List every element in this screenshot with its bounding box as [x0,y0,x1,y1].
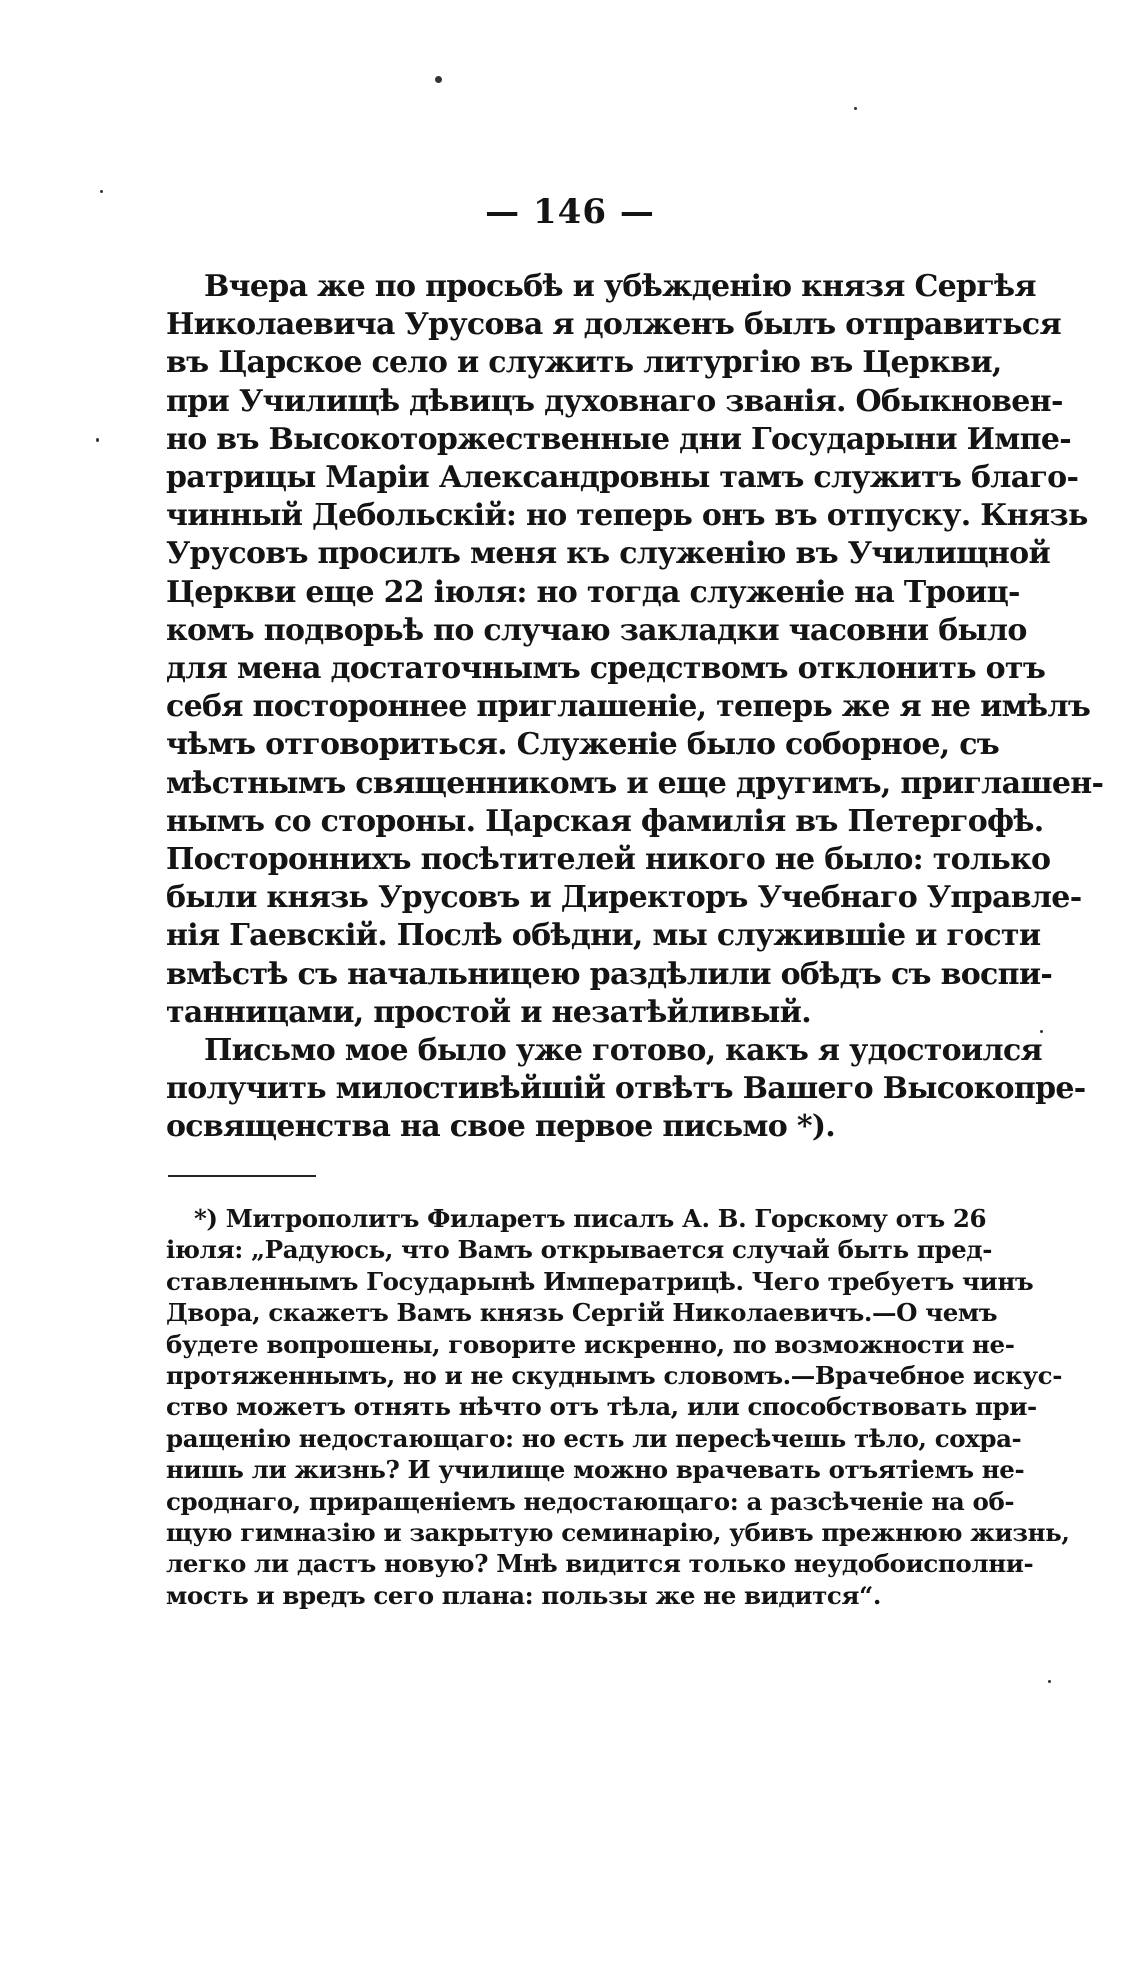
footnote-line: щую гимназію и закрытую семинарію, убивъ прежнюю жизнь, [166,1518,1070,1548]
body-line: Письмо мое было уже готово, какъ я удостоился [204,1033,1043,1069]
body-line: себя постороннее приглашеніе, теперь же я не имѣлъ [166,689,1091,725]
body-line: Урусовъ просилъ меня къ служенію въ Училищной [166,536,1051,572]
body-line: танницами, простой и незатѣйливый. [166,994,811,1030]
body-line: чинный Дебольскій: но теперь онъ въ отпуску. Князь [166,498,1088,534]
footnote-line: ставленнымъ Государынѣ Императрицѣ. Чего требуетъ чинъ [166,1266,1034,1296]
body-line: Николаевича Урусова я долженъ былъ отправиться [166,307,1061,343]
footnote-line: Двора, скажетъ Вамъ князь Сергій Николаевичъ.—О чемъ [166,1298,998,1328]
footnote-divider [168,1175,316,1177]
footnote-line: легко ли дастъ новую? Мнѣ видится только неудобоисполни- [166,1549,1034,1579]
body-line: Церкви еще 22 іюля: но тогда служеніе на Троиц- [166,574,1020,610]
footnote-line: протяженнымъ, но и не скуднымъ словомъ.—Врачебное искус- [166,1361,1062,1391]
footnote [166,1203,1070,1611]
body-line: были князь Урусовъ и Директоръ Учебнаго Управле- [166,880,1082,916]
scan-speck [1048,1680,1051,1683]
body-line: при Училищѣ дѣвицъ духовнаго званія. Обыкновен- [166,383,1063,419]
footnote-line: *) Митрополитъ Филаретъ писалъ А. В. Горскому отъ 26 [194,1204,987,1233]
footnote-line: ращенію недостающаго: но есть ли пересѣчешь тѣло, сохра- [166,1423,1022,1453]
body-line: Вчера же по просьбѣ и убѣжденію князя Сергѣя [204,269,1036,304]
page-number: — 146 — [485,192,655,232]
body-line: въ Царское село и служить литургію въ Церкви, [166,345,1002,381]
body-line: но въ Высокоторжественные дни Государыни Импе- [166,421,1072,457]
footnote-line: будете вопрошены, говорите искренно, по возможности не- [166,1329,1015,1359]
scan-speck [1040,1030,1043,1033]
footnote-line: ство можетъ отнять нѣчто отъ тѣла, или способствовать при- [166,1392,1037,1422]
body-line: Постороннихъ посѣтителей никого не было: только [166,842,1051,878]
body-line: ратрицы Маріи Александровны тамъ служитъ благо- [166,460,1079,496]
body-line: получить милостивѣйшій отвѣтъ Вашего Высокопре- [166,1071,1086,1107]
body-line: чѣмъ отговориться. Служеніе было соборное, съ [166,727,1000,763]
body-line: нія Гаевскій. Послѣ обѣдни, мы служившіе и гости [166,918,1041,954]
footnote-line: мость и вредъ сего плана: пользы же не видится“. [166,1580,881,1610]
footnote-line: нишь ли жизнь? И училище можно врачевать отъятіемъ не- [166,1455,1025,1485]
body-line: для мена достаточнымъ средствомъ отклонить отъ [166,651,1046,687]
body-line: нымъ со стороны. Царская фамилія въ Петергофѣ. [166,803,1044,839]
footnote-line: сроднаго, приращеніемъ недостающаго: а разсѣченіе на об- [166,1486,1015,1516]
body-line: комъ подворьѣ по случаю закладки часовни было [166,612,1027,648]
scan-speck [96,438,99,442]
footnote-line: іюля: „Радуюсь, что Вамъ открывается случай быть пред- [166,1235,992,1265]
scan-speck [854,107,857,110]
main-text [166,268,1104,1147]
scan-speck [100,190,103,193]
scan-speck [435,76,442,83]
body-line: мѣстнымъ священникомъ и еще другимъ, приглашен- [166,765,1104,801]
body-line: вмѣстѣ съ начальницею раздѣлили обѣдъ съ воспи- [166,956,1053,992]
body-line: освященства на свое первое письмо *). [166,1109,836,1145]
